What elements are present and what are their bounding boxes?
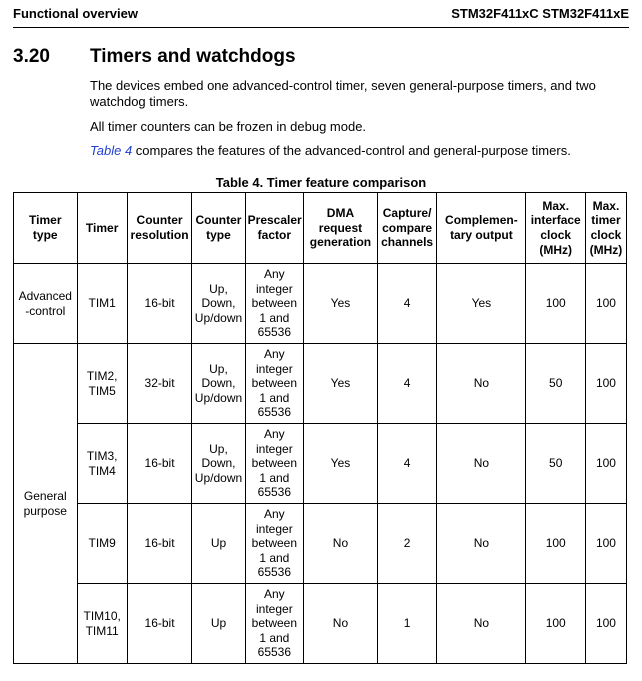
table-reference-text: compares the features of the advanced-control and general-purpose timers. bbox=[132, 143, 571, 158]
cell-resolution: 16-bit bbox=[127, 264, 192, 344]
header-timer-type: Timer type bbox=[14, 193, 78, 264]
cell-counter-type: Up bbox=[192, 584, 245, 664]
cell-prescaler: Any integer between 1 and 65536 bbox=[245, 504, 303, 584]
cell-timer-clock: 100 bbox=[585, 264, 626, 344]
cell-prescaler: Any integer between 1 and 65536 bbox=[245, 424, 303, 504]
cell-complementary: No bbox=[437, 584, 526, 664]
cell-timer: TIM2, TIM5 bbox=[77, 344, 127, 424]
cell-prescaler: Any integer between 1 and 65536 bbox=[245, 584, 303, 664]
header-timer: Timer bbox=[77, 193, 127, 264]
cell-counter-type: Up, Down, Up/down bbox=[192, 424, 245, 504]
header-section-name: Functional overview bbox=[13, 6, 138, 21]
cell-interface-clock: 50 bbox=[526, 424, 585, 504]
cell-counter-type: Up, Down, Up/down bbox=[192, 344, 245, 424]
section-title: Timers and watchdogs bbox=[90, 46, 296, 67]
header-complementary: Complemen-tary output bbox=[437, 193, 526, 264]
cell-complementary: Yes bbox=[437, 264, 526, 344]
page-header bbox=[13, 0, 629, 28]
header-part-number: STM32F411xC STM32F411xE bbox=[451, 6, 629, 21]
cell-complementary: No bbox=[437, 424, 526, 504]
table-4-link[interactable]: Table 4 bbox=[90, 143, 133, 158]
cell-dma: Yes bbox=[304, 264, 378, 344]
cell-complementary: No bbox=[437, 504, 526, 584]
cell-dma: Yes bbox=[304, 344, 378, 424]
cell-dma: Yes bbox=[304, 424, 378, 504]
table-row bbox=[14, 264, 627, 344]
header-interface-clock: Max. interface clock (MHz) bbox=[526, 193, 585, 264]
cell-timer-clock: 100 bbox=[585, 424, 626, 504]
debug-paragraph: All timer counters can be frozen in debug mode. bbox=[90, 119, 367, 134]
cell-interface-clock: 50 bbox=[526, 344, 585, 424]
cell-resolution: 16-bit bbox=[127, 504, 192, 584]
cell-timer: TIM3, TIM4 bbox=[77, 424, 127, 504]
cell-timer-clock: 100 bbox=[585, 584, 626, 664]
cell-resolution: 16-bit bbox=[127, 584, 192, 664]
table-row bbox=[14, 424, 627, 504]
cell-complementary: No bbox=[437, 344, 526, 424]
cell-counter-type: Up, Down, Up/down bbox=[192, 264, 245, 344]
cell-interface-clock: 100 bbox=[526, 504, 585, 584]
cell-resolution: 16-bit bbox=[127, 424, 192, 504]
header-dma: DMA request generation bbox=[304, 193, 378, 264]
cell-capture: 1 bbox=[377, 584, 436, 664]
timer-comparison-table bbox=[13, 192, 627, 664]
table-header-row bbox=[14, 193, 627, 264]
cell-capture: 2 bbox=[377, 504, 436, 584]
header-capture: Capture/ compare channels bbox=[377, 193, 436, 264]
group-advanced: Advanced -control bbox=[14, 264, 78, 344]
cell-counter-type: Up bbox=[192, 504, 245, 584]
section-number: 3.20 bbox=[13, 46, 50, 67]
table-row bbox=[14, 344, 627, 424]
cell-capture: 4 bbox=[377, 424, 436, 504]
table-row bbox=[14, 584, 627, 664]
cell-timer-clock: 100 bbox=[585, 344, 626, 424]
cell-timer: TIM10, TIM11 bbox=[77, 584, 127, 664]
cell-capture: 4 bbox=[377, 264, 436, 344]
cell-timer-clock: 100 bbox=[585, 504, 626, 584]
cell-timer: TIM9 bbox=[77, 504, 127, 584]
header-prescaler: Prescaler factor bbox=[245, 193, 303, 264]
cell-timer: TIM1 bbox=[77, 264, 127, 344]
cell-prescaler: Any integer between 1 and 65536 bbox=[245, 264, 303, 344]
table-row bbox=[14, 504, 627, 584]
cell-dma: No bbox=[304, 584, 378, 664]
header-timer-clock: Max. timer clock (MHz) bbox=[585, 193, 626, 264]
group-general: General purpose bbox=[14, 344, 78, 664]
cell-interface-clock: 100 bbox=[526, 584, 585, 664]
intro-paragraph: The devices embed one advanced-control timer, seven general-purpose timers, and two watchdog timers. bbox=[90, 78, 596, 109]
cell-interface-clock: 100 bbox=[526, 264, 585, 344]
cell-resolution: 32-bit bbox=[127, 344, 192, 424]
cell-capture: 4 bbox=[377, 344, 436, 424]
cell-dma: No bbox=[304, 504, 378, 584]
table-caption: Table 4. Timer feature comparison bbox=[215, 175, 427, 190]
table-reference-paragraph bbox=[90, 143, 620, 159]
header-counter-type: Counter type bbox=[192, 193, 245, 264]
header-counter-resolution: Counter resolution bbox=[127, 193, 192, 264]
cell-prescaler: Any integer between 1 and 65536 bbox=[245, 344, 303, 424]
